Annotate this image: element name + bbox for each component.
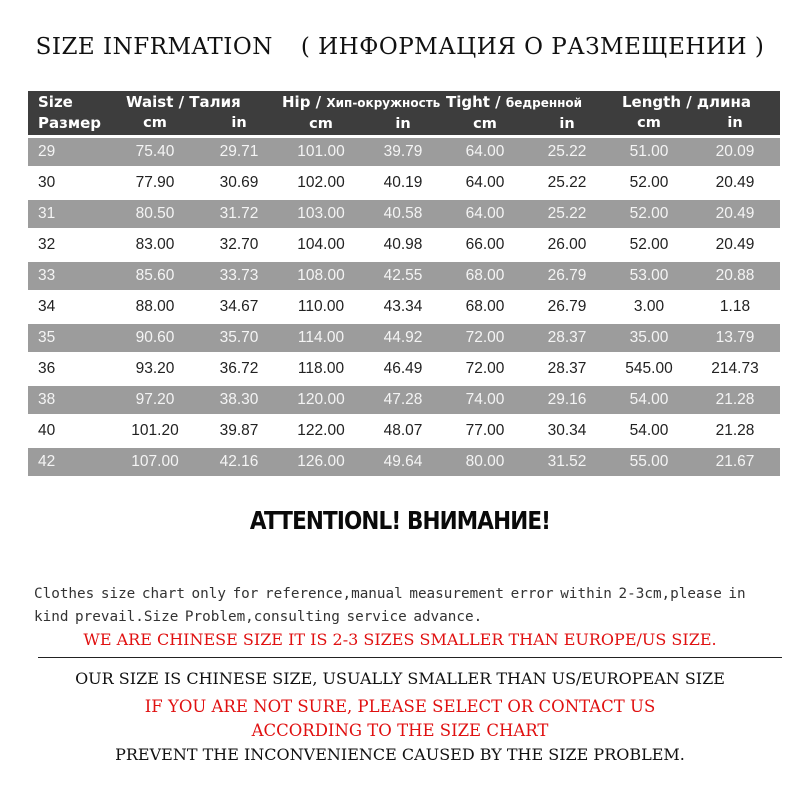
measurement-cell: 13.79 [690,324,780,352]
table-header-row [28,91,780,135]
header-tight-units [444,114,608,135]
measurement-cell: 104.00 [280,231,362,259]
header-length-label: Length / длина [622,93,752,111]
table-row [28,138,780,166]
measurement-cell: 68.00 [444,293,526,321]
size-cell: 30 [28,169,112,197]
measurement-cell: 64.00 [444,138,526,166]
measurement-cell: 33.73 [198,262,280,290]
measurement-cell: 29.16 [526,386,608,414]
measurement-cell: 120.00 [280,386,362,414]
measurement-cell: 88.00 [112,293,198,321]
measurement-cell: 72.00 [444,355,526,383]
measurement-cell: 39.79 [362,138,444,166]
measurement-cell: 52.00 [608,200,690,228]
header-tight-ru: бедренной [505,95,583,110]
measurement-cell: 101.00 [280,138,362,166]
measurement-cell: 26.79 [526,262,608,290]
table-row [28,200,780,228]
measurement-cell: 28.37 [526,355,608,383]
measurement-cell: 64.00 [444,200,526,228]
measurement-cell: 52.00 [608,169,690,197]
measurement-cell: 47.28 [362,386,444,414]
measurement-cell: 21.28 [690,417,780,445]
measurement-cell: 32.70 [198,231,280,259]
measurement-cell: 80.50 [112,200,198,228]
size-cell: 36 [28,355,112,383]
title-english: SIZE INFRMATION [35,34,273,60]
size-table [28,88,780,479]
measurement-cell: 46.49 [362,355,444,383]
size-cell: 34 [28,293,112,321]
bottom-line-3: ACCORDING TO THE SIZE CHART [251,721,549,740]
chinese-size-warning: WE ARE CHINESE SIZE IT IS 2-3 SIZES SMALLER THAN EUROPE/US SIZE. [83,630,717,649]
table-row [28,355,780,383]
measurement-cell: 34.67 [198,293,280,321]
measurement-cell: 49.64 [362,448,444,476]
measurement-cell: 42.16 [198,448,280,476]
measurement-cell: 20.49 [690,231,780,259]
measurement-cell: 126.00 [280,448,362,476]
measurement-cell: 52.00 [608,231,690,259]
table-row [28,262,780,290]
measurement-cell: 545.00 [608,355,690,383]
header-hip-label [280,92,444,114]
header-tight-en: Tight / [446,92,501,111]
header-size [28,91,112,135]
measurement-cell: 35.70 [198,324,280,352]
size-cell: 31 [28,200,112,228]
measurement-cell: 54.00 [608,417,690,445]
size-cell: 32 [28,231,112,259]
table-row [28,293,780,321]
bottom-line-4: PREVENT THE INCONVENIENCE CAUSED BY THE SIZE PROBLEM. [115,745,685,764]
attention-heading: ATTENTIONL! ВНИМАНИЕ! [249,506,551,535]
measurement-cell: 36.72 [198,355,280,383]
unit-in: in [559,115,575,132]
title-russian: ( ИНФОРМАЦИЯ О РАЗМЕЩЕНИИ ) [300,34,765,60]
measurement-cell: 31.52 [526,448,608,476]
table-row [28,324,780,352]
header-hip-ru: Хип-окружность [326,95,441,110]
header-waist [112,91,280,135]
unit-cm: cm [637,115,661,131]
header-waist-label: Waist / Талия [126,93,241,111]
measurement-cell: 85.60 [112,262,198,290]
header-length-units [608,113,780,134]
measurement-cell: 21.67 [690,448,780,476]
measurement-cell: 35.00 [608,324,690,352]
header-hip-en: Hip / [282,92,322,111]
measurement-cell: 68.00 [444,262,526,290]
measurement-cell: 122.00 [280,417,362,445]
measurement-cell: 114.00 [280,324,362,352]
measurement-cell: 77.90 [112,169,198,197]
measurement-cell: 44.92 [362,324,444,352]
size-cell: 40 [28,417,112,445]
measurement-cell: 54.00 [608,386,690,414]
measurement-cell: 214.73 [690,355,780,383]
measurement-cell: 25.22 [526,138,608,166]
size-cell: 42 [28,448,112,476]
measurement-cell: 30.34 [526,417,608,445]
unit-in: in [727,115,743,131]
measurement-cell: 110.00 [280,293,362,321]
header-size-ru: Размер [38,114,102,132]
measurement-cell: 29.71 [198,138,280,166]
measurement-cell: 20.49 [690,200,780,228]
measurement-cell: 48.07 [362,417,444,445]
measurement-cell: 107.00 [112,448,198,476]
divider [38,657,782,658]
measurement-cell: 40.19 [362,169,444,197]
measurement-cell: 26.00 [526,231,608,259]
measurement-cell: 72.00 [444,324,526,352]
measurement-cell: 74.00 [444,386,526,414]
measurement-cell: 64.00 [444,169,526,197]
measurement-cell: 42.55 [362,262,444,290]
measurement-cell: 25.22 [526,200,608,228]
header-waist-units [112,113,280,134]
measurement-cell: 93.20 [112,355,198,383]
measurement-cell: 83.00 [112,231,198,259]
measurement-cell: 40.58 [362,200,444,228]
measurement-cell: 55.00 [608,448,690,476]
header-hip-units [280,114,444,135]
bottom-line-2: IF YOU ARE NOT SURE, PLEASE SELECT OR CONTACT US [144,697,656,716]
header-tight [444,91,608,135]
reference-note: Clothes size chart only for reference,manual measurement error within 2-3cm,please in kind prevail.Size Problem,consulting service advance. [34,586,746,625]
measurement-cell: 53.00 [608,262,690,290]
header-length [608,91,780,135]
size-cell: 33 [28,262,112,290]
table-row [28,386,780,414]
measurement-cell: 108.00 [280,262,362,290]
measurement-cell: 39.87 [198,417,280,445]
measurement-cell: 97.20 [112,386,198,414]
size-cell: 29 [28,138,112,166]
measurement-cell: 26.79 [526,293,608,321]
measurement-cell: 51.00 [608,138,690,166]
measurement-cell: 80.00 [444,448,526,476]
size-cell: 35 [28,324,112,352]
measurement-cell: 118.00 [280,355,362,383]
bottom-line-1: OUR SIZE IS CHINESE SIZE, USUALLY SMALLER THAN US/EUROPEAN SIZE [75,669,725,688]
measurement-cell: 20.49 [690,169,780,197]
unit-in: in [231,115,247,131]
measurement-cell: 21.28 [690,386,780,414]
measurement-cell: 30.69 [198,169,280,197]
unit-cm: cm [143,115,167,131]
page-title [0,34,800,60]
table-row [28,169,780,197]
table-row [28,231,780,259]
measurement-cell: 25.22 [526,169,608,197]
measurement-cell: 43.34 [362,293,444,321]
measurement-cell: 38.30 [198,386,280,414]
unit-cm: cm [473,115,497,132]
unit-in: in [395,115,411,132]
measurement-cell: 77.00 [444,417,526,445]
measurement-cell: 20.09 [690,138,780,166]
measurement-cell: 1.18 [690,293,780,321]
measurement-cell: 75.40 [112,138,198,166]
measurement-cell: 102.00 [280,169,362,197]
measurement-cell: 28.37 [526,324,608,352]
measurement-cell: 40.98 [362,231,444,259]
header-hip [280,91,444,135]
measurement-cell: 103.00 [280,200,362,228]
table-row [28,417,780,445]
table-row [28,448,780,476]
measurement-cell: 101.20 [112,417,198,445]
measurement-cell: 20.88 [690,262,780,290]
size-cell: 38 [28,386,112,414]
measurement-cell: 66.00 [444,231,526,259]
measurement-cell: 90.60 [112,324,198,352]
header-tight-label [444,92,608,114]
measurement-cell: 3.00 [608,293,690,321]
unit-cm: cm [309,115,333,132]
measurement-cell: 31.72 [198,200,280,228]
header-size-en: Size [38,93,73,111]
table-body [28,138,780,476]
